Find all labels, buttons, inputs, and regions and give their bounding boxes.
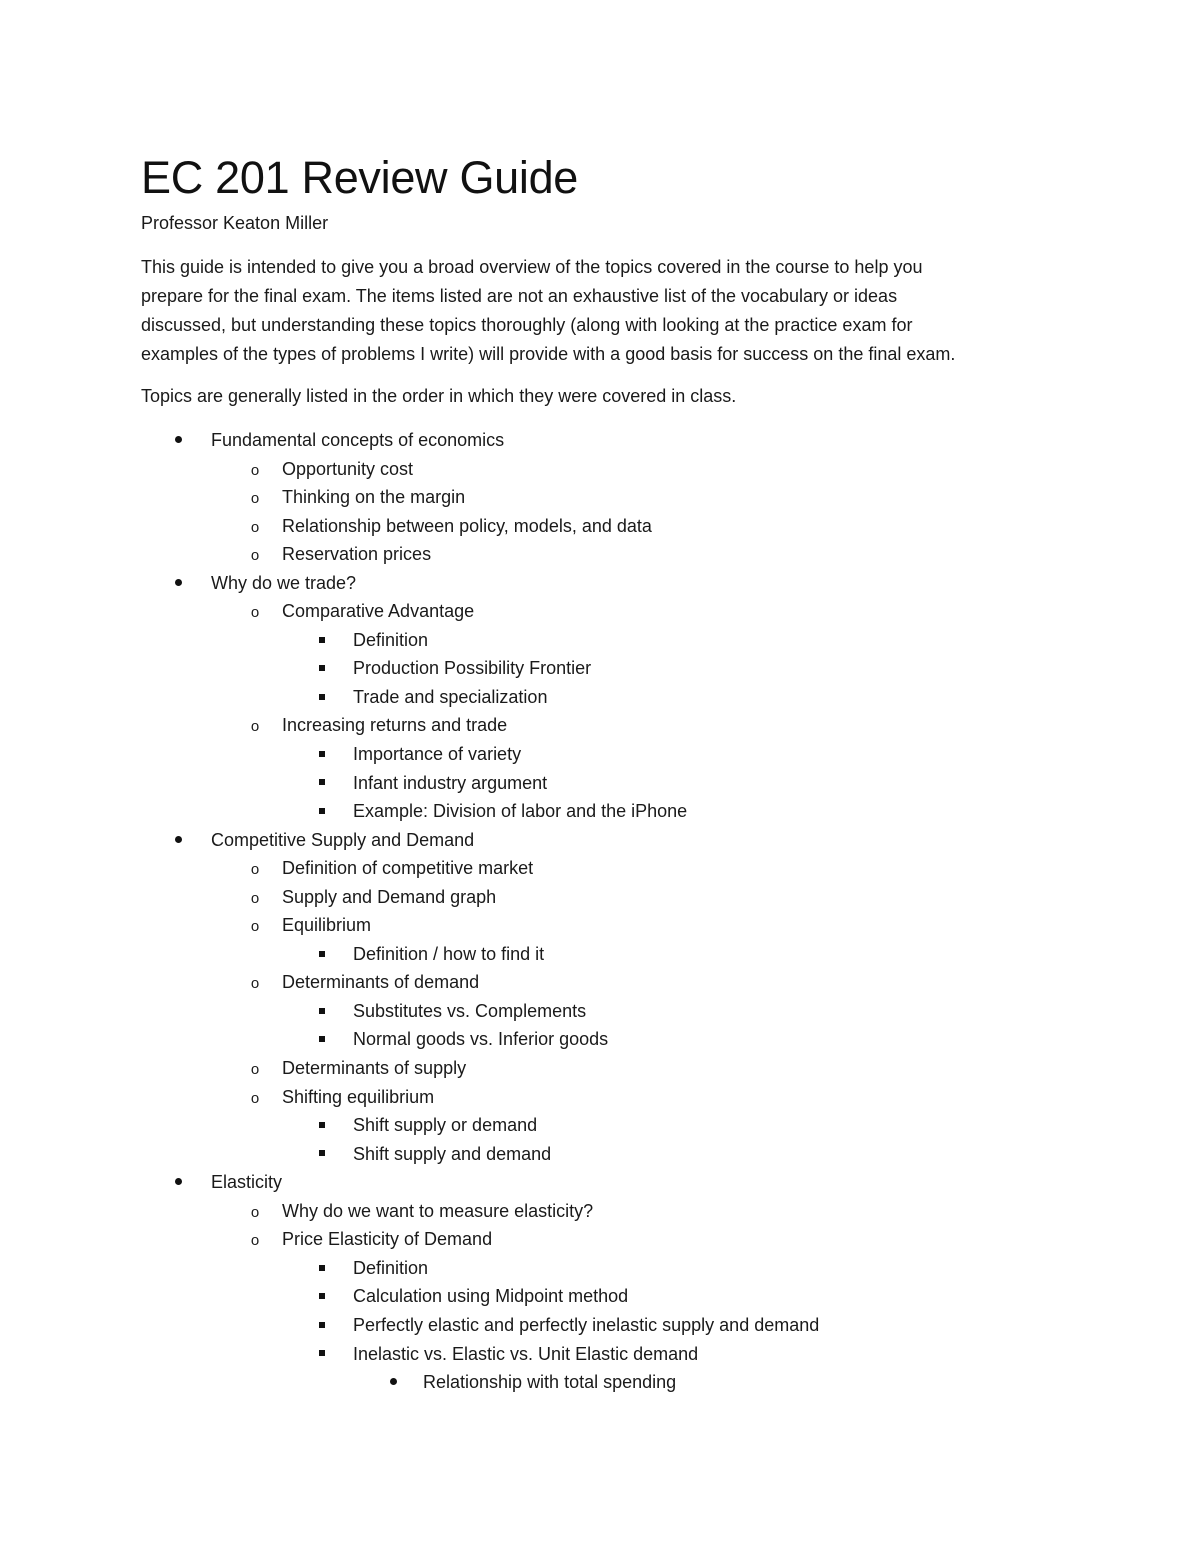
outline-item-text: Relationship between policy, models, and data [282,515,652,536]
bullet-circle-icon: o [250,861,260,879]
outline-item-text: Elasticity [211,1172,283,1193]
outline-item-level-1 [0,1054,1200,1083]
bullet-circle-icon: o [250,918,260,936]
outline-item-level-1 [0,1083,1200,1112]
bullet-square-icon [312,797,332,825]
order-note: Topics are generally listed in the order in which they were covered in class. [141,386,737,406]
bullet-dot-icon [383,1368,403,1396]
outline-item-text: Definition [353,629,429,650]
outline-item-text: Definition of competitive market [282,858,534,879]
outline-item-level-2 [0,769,1200,798]
outline-item-level-2 [0,1111,1200,1140]
outline-item-text: Importance of variety [353,744,522,765]
outline-item-text: Shift supply and demand [353,1143,552,1164]
bullet-square-icon [312,1282,332,1310]
bullet-circle-icon: o [250,1203,260,1221]
outline-item-text: Competitive Supply and Demand [211,829,475,850]
outline-item-text: Example: Division of labor and the iPhone [353,801,688,822]
bullet-square-icon [312,1025,332,1053]
bullet-circle-icon: o [250,604,260,622]
outline-item-level-2 [0,740,1200,769]
bullet-circle-icon: o [250,889,260,907]
outline-item-level-1 [0,597,1200,626]
outline-item-text: Substitutes vs. Complements [353,1000,587,1021]
bullet-circle-icon: o [250,1232,260,1250]
outline-item-text: Opportunity cost [282,458,414,479]
outline-item-level-2 [0,1140,1200,1169]
outline-item-level-2 [0,940,1200,969]
outline-item-text: Production Possibility Frontier [353,658,592,679]
outline-item-level-1 [0,540,1200,569]
bullet-circle-icon: o [250,547,260,565]
bullet-square-icon [312,1311,332,1339]
bullet-circle-icon: o [250,1089,260,1107]
outline-item-level-0 [0,1168,1200,1197]
outline-item-text: Determinants of supply [282,1058,467,1079]
outline-item-level-1 [0,1197,1200,1226]
bullet-circle-icon: o [250,461,260,479]
bullet-dot-icon [168,826,188,854]
outline-item-level-3 [0,1368,1200,1397]
outline-item-level-1 [0,968,1200,997]
outline-item-text: Trade and specialization [353,686,548,707]
outline-item-level-2 [0,654,1200,683]
bullet-dot-icon [168,569,188,597]
outline-item-level-2 [0,1254,1200,1283]
bullet-square-icon [312,1111,332,1139]
outline-item-level-1 [0,854,1200,883]
bullet-square-icon [312,997,332,1025]
bullet-square-icon [312,1254,332,1282]
outline-item-level-1 [0,1225,1200,1254]
outline-item-level-0 [0,826,1200,855]
bullet-dot-icon [168,426,188,454]
topic-outline [0,426,1200,1397]
outline-item-level-2 [0,997,1200,1026]
outline-item-level-1 [0,883,1200,912]
outline-item-text: Why do we trade? [211,572,357,593]
outline-item-level-1 [0,455,1200,484]
bullet-square-icon [312,740,332,768]
outline-item-level-2 [0,626,1200,655]
bullet-circle-icon: o [250,1061,260,1079]
outline-item-text: Determinants of demand [282,972,480,993]
intro-line: examples of the types of problems I write) will provide with a good basis for success on the final exam. [141,344,956,364]
outline-item-level-1 [0,911,1200,940]
document-title: EC 201 Review Guide [141,152,579,203]
bullet-circle-icon: o [250,975,260,993]
bullet-circle-icon: o [250,490,260,508]
outline-item-text: Definition [353,1257,429,1278]
outline-item-text: Equilibrium [282,915,372,936]
bullet-square-icon [312,654,332,682]
outline-item-text: Increasing returns and trade [282,715,508,736]
outline-item-text: Inelastic vs. Elastic vs. Unit Elastic demand [353,1343,699,1364]
outline-item-text: Thinking on the margin [282,487,466,508]
bullet-square-icon [312,1340,332,1368]
outline-item-level-2 [0,1025,1200,1054]
outline-item-text: Supply and Demand graph [282,886,497,907]
outline-item-text: Why do we want to measure elasticity? [282,1200,594,1221]
outline-item-text: Normal goods vs. Inferior goods [353,1029,609,1050]
outline-item-text: Shift supply or demand [353,1115,538,1136]
outline-item-text: Calculation using Midpoint method [353,1286,629,1307]
outline-item-level-1 [0,512,1200,541]
outline-item-level-2 [0,797,1200,826]
outline-item-text: Shifting equilibrium [282,1086,435,1107]
outline-item-level-1 [0,711,1200,740]
bullet-square-icon [312,683,332,711]
bullet-square-icon [312,1140,332,1168]
bullet-square-icon [312,769,332,797]
outline-item-level-2 [0,683,1200,712]
outline-item-level-1 [0,483,1200,512]
outline-item-level-0 [0,569,1200,598]
intro-line: prepare for the final exam. The items listed are not an exhaustive list of the vocabulary or ideas [141,286,898,306]
bullet-circle-icon: o [250,518,260,536]
outline-item-level-2 [0,1311,1200,1340]
intro-line: This guide is intended to give you a broad overview of the topics covered in the course to help you [141,257,923,277]
outline-item-level-0 [0,426,1200,455]
outline-item-level-2 [0,1340,1200,1369]
document-subtitle: Professor Keaton Miller [141,213,329,233]
outline-item-level-2 [0,1282,1200,1311]
bullet-square-icon [312,940,332,968]
outline-item-text: Fundamental concepts of economics [211,430,505,450]
outline-item-text: Definition / how to find it [353,943,545,964]
intro-line: discussed, but understanding these topics thoroughly (along with looking at the practice exam for [141,315,913,335]
bullet-square-icon [312,626,332,654]
outline-item-text: Price Elasticity of Demand [282,1229,493,1250]
bullet-dot-icon [168,1168,188,1196]
intro-paragraph [141,253,1051,369]
outline-item-text: Perfectly elastic and perfectly inelastic supply and demand [353,1314,820,1335]
outline-item-text: Reservation prices [282,544,432,565]
outline-item-text: Relationship with total spending [423,1372,677,1393]
outline-item-text: Infant industry argument [353,772,548,793]
outline-item-text: Comparative Advantage [282,601,475,622]
bullet-circle-icon: o [250,718,260,736]
